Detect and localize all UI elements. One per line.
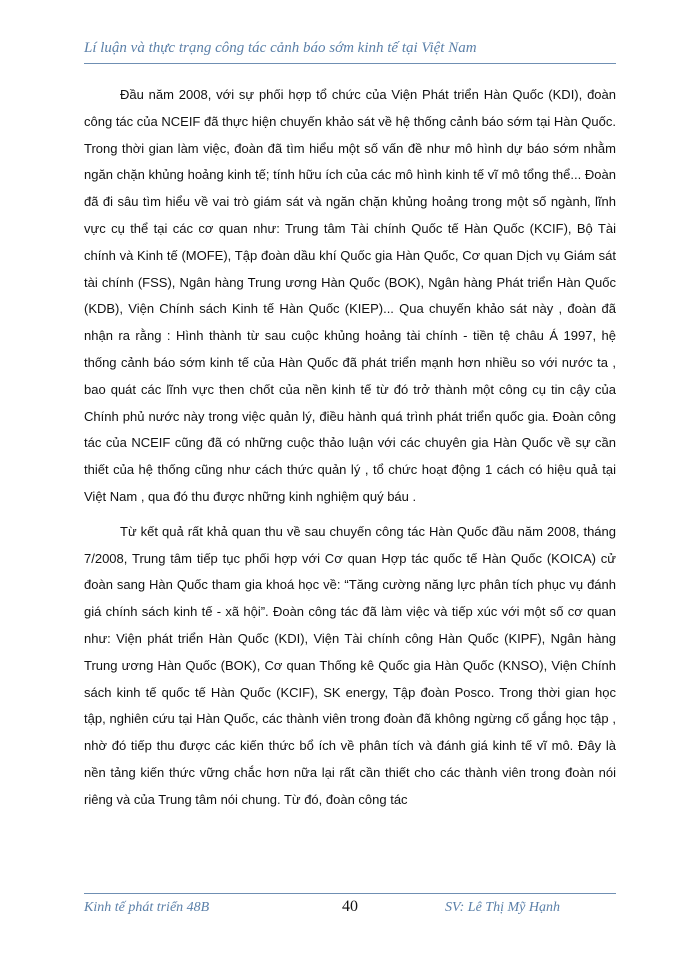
body-paragraph-1: Đầu năm 2008, với sự phối hợp tổ chức của Viện Phát triển Hàn Quốc (KDI), đoàn công tác của NCEIF đã thực hiện chuyến khảo sát về hệ thống cảnh báo sớm tại Hàn Quốc. Trong thời gian làm việc, đoàn đã tìm hiểu một số vấn đề như mô hình dự báo sớm nhằm ngăn chặn khủng hoảng kinh tế; tính hữu ích của các mô hình kinh tế vĩ mô tổng thể... Đoàn đã đi sâu tìm hiểu về vai trò giám sát và ngăn chặn khủng hoảng trong một số ngành, lĩnh vực cụ thể tại các cơ quan như: Trung tâm Tài chính Quốc tế Hàn Quốc (KCIF), Bộ Tài chính và Kinh tế (MOFE), Tập đoàn dầu khí Quốc gia Hàn Quốc, Cơ quan Dịch vụ Giám sát tài chính (FSS), Ngân hàng Trung ương Hàn Quốc (BOK), Ngân hàng Phát triển Hàn Quốc (KDB), Viện Chính sách Kinh tế Hàn Quốc (KIEP)... Qua chuyến khảo sát này , đoàn đã nhận ra rằng : Hình thành từ sau cuộc khủng hoảng tài chính - tiền tệ châu Á 1997, hệ thống cảnh báo sớm kinh tế của Hàn Quốc đã phát triển mạnh hơn nhiều so với nước ta , bao quát các lĩnh vực then chốt của nền kinh tế từ đó trở thành một công cụ tin cậy của Chính phủ nước này trong việc quản lý, điều hành quá trình phát triển quốc gia. Đoàn công tác của NCEIF cũng đã có những cuộc thảo luận với các chuyên gia Hàn Quốc về sự cần thiết của hệ thống cũng như cách thức quản lý , tổ chức hoạt động 1 cách có hiệu quả tại Việt Nam , qua đó thu được những kinh nghiệm quý báu .	[84, 87, 616, 504]
running-header: Lí luận và thực trạng công tác cảnh báo sớm kinh tế tại Việt Nam	[84, 40, 477, 56]
header-divider	[84, 63, 616, 64]
footer-author: SV: Lê Thị Mỹ Hạnh	[445, 900, 560, 915]
footer-course: Kinh tế phát triển 48B	[84, 900, 210, 915]
document-body	[84, 82, 616, 822]
body-paragraph-2: Từ kết quả rất khả quan thu về sau chuyến công tác Hàn Quốc đầu năm 2008, tháng 7/2008, Trung tâm tiếp tục phối hợp với Cơ quan Hợp tác quốc tế Hàn Quốc (KOICA) cử đoàn sang Hàn Quốc tham gia khoá học về: “Tăng cường năng lực phân tích phục vụ đánh giá chính sách kinh tế - xã hội”. Đoàn công tác đã làm việc và tiếp xúc với một số cơ quan như: Viện phát triển Hàn Quốc (KDI), Viện Tài chính công Hàn Quốc (KIPF), Ngân hàng Trung ương Hàn Quốc (BOK), Cơ quan Thống kê Quốc gia Hàn Quốc (KNSO), Viện Chính sách kinh tế quốc tế Hàn Quốc (KCIF), SK energy, Tập đoàn Posco. Trong thời gian học tập, nghiên cứu tại Hàn Quốc, các thành viên trong đoàn đã không ngừng cố gắng học tập , nhờ đó tiếp thu được các kiến thức bổ ích về phân tích và đánh giá kinh tế vĩ mô. Đây là nền tảng kiến thức vững chắc hơn nữa lại rất cần thiết cho các thành viên trong đoàn nói riêng và của Trung tâm nói chung. Từ đó, đoàn công tác	[84, 523, 616, 807]
page-number: 40	[342, 898, 358, 915]
footer-divider	[84, 893, 616, 894]
